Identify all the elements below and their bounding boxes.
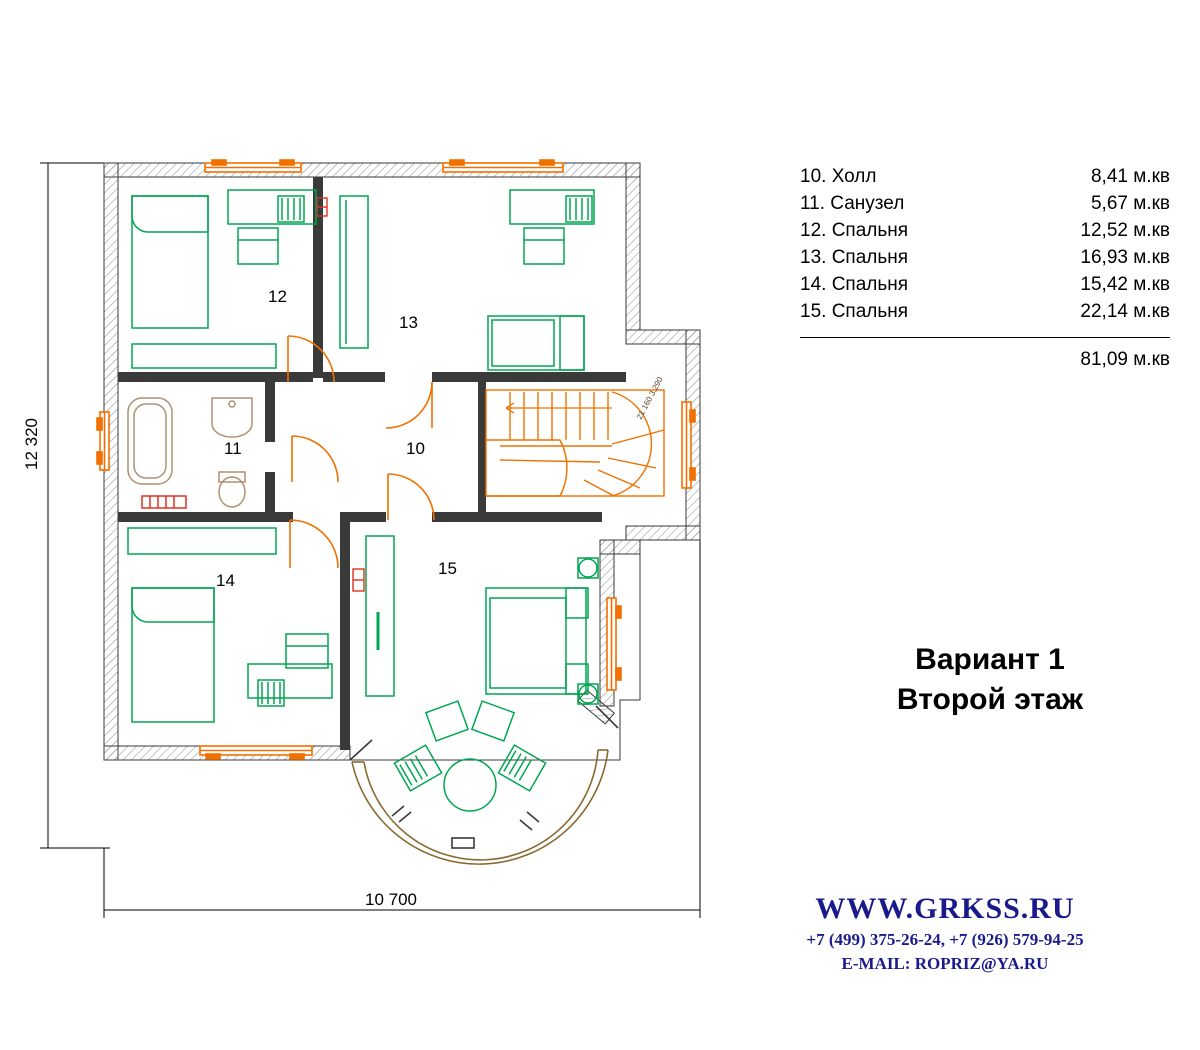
legend-row: [800, 298, 1170, 325]
legend-room-area: 5,67 м.кв: [1090, 193, 1170, 214]
room-legend: [800, 163, 1170, 372]
legend-room-label: 12. Спальня: [800, 220, 909, 241]
plan-title-floor: Второй этаж: [896, 683, 1084, 716]
legend-room-area: 22,14 м.кв: [1080, 301, 1170, 322]
legend-row: [800, 271, 1170, 298]
legend-row: [800, 163, 1170, 190]
legend-room-label: 10. Холл: [800, 166, 877, 187]
room-number-12: 12: [268, 287, 287, 306]
dimension-width-label: 10 700: [365, 890, 417, 909]
legend-room-label: 14. Спальня: [800, 274, 909, 295]
bay-window-curve: [350, 706, 618, 864]
legend-row: [800, 217, 1170, 244]
legend-room-area: 16,93 м.кв: [1080, 247, 1170, 268]
legend-room-area: 15,42 м.кв: [1080, 274, 1170, 295]
room-number-10: 10: [406, 439, 425, 458]
website-link[interactable]: WWW.GRKSS.RU: [815, 892, 1075, 925]
legend-divider: [800, 337, 1170, 338]
contact-footer: [700, 890, 1190, 976]
email-address[interactable]: E-MAIL: ROPRIZ@YA.RU: [841, 954, 1049, 973]
legend-room-area: 12,52 м.кв: [1080, 220, 1170, 241]
plan-title: [790, 640, 1190, 720]
plan-title-variant: Вариант 1: [915, 643, 1065, 676]
furniture: [128, 190, 598, 811]
interior-walls: [118, 177, 626, 750]
staircase: [486, 390, 664, 496]
stair-dimension-label: 21 160 3,290: [634, 375, 665, 421]
legend-room-label: 15. Спальня: [800, 301, 909, 322]
room-number-labels: [216, 287, 457, 590]
legend-room-area: 8,41 м.кв: [1090, 166, 1170, 187]
legend-row: [800, 244, 1170, 271]
dimension-height-label: 12 320: [22, 418, 41, 470]
room-number-15: 15: [438, 559, 457, 578]
room-number-11: 11: [224, 439, 242, 458]
legend-room-label: 13. Спальня: [800, 247, 909, 268]
legend-row: [800, 190, 1170, 217]
legend-room-label: 11. Санузел: [800, 193, 905, 214]
room-number-14: 14: [216, 571, 235, 590]
phone-numbers: +7 (499) 375-26-24, +7 (926) 579-94-25: [806, 930, 1084, 949]
room-number-13: 13: [399, 313, 418, 332]
legend-total-area: 81,09 м.кв: [1080, 349, 1170, 370]
